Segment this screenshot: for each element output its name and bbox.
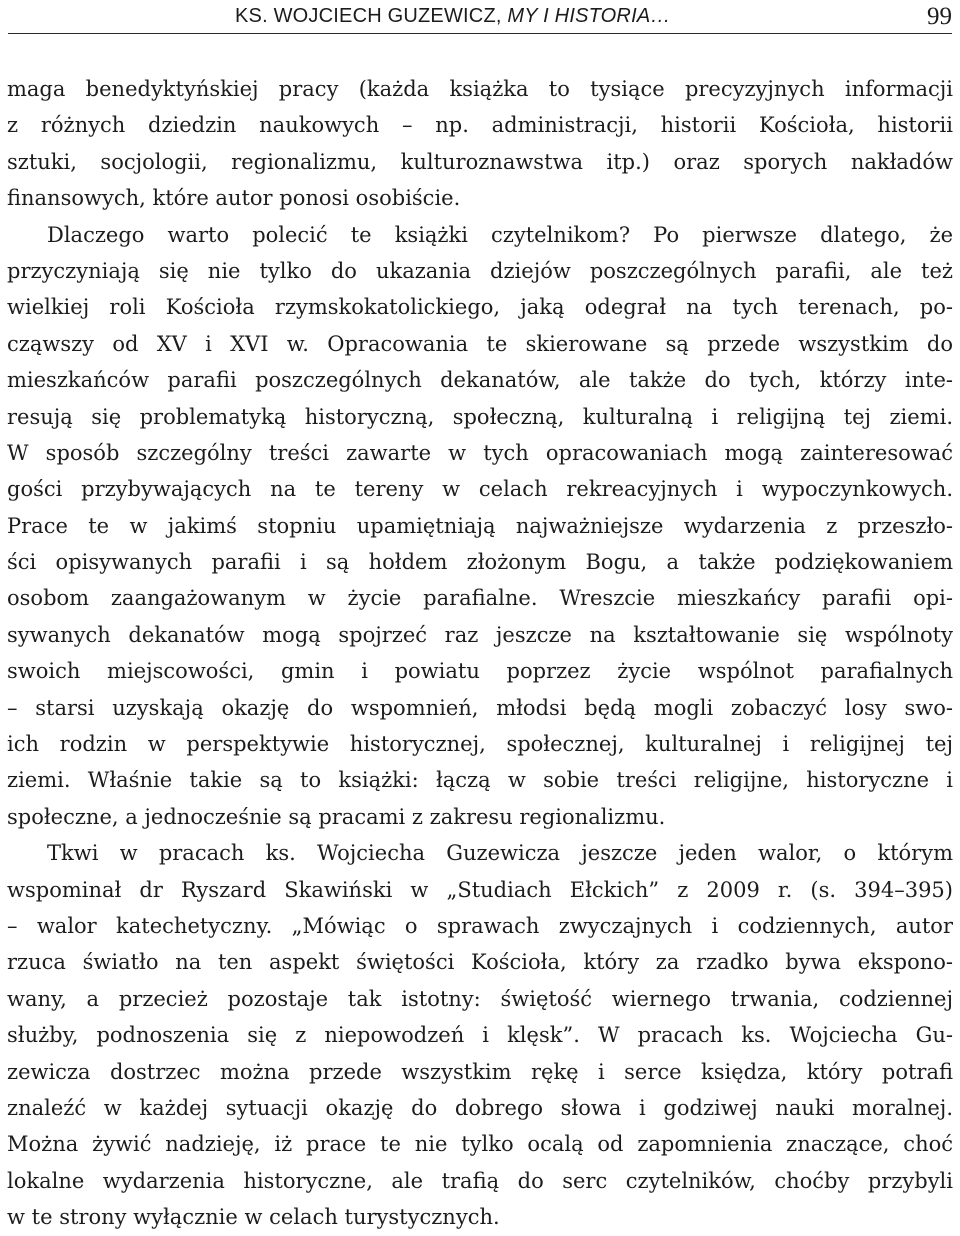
text-line: osobom zaangażowanym w życie parafialne. Wreszcie mieszkańcy parafii opi- (7, 586, 953, 611)
text-line: wielkiej roli Kościoła rzymskokatolickiego, jaką odegrał na tych terenach, po- (7, 295, 953, 320)
text-line: – walor katechetyczny. „Mówiąc o sprawach zwyczajnych i codziennych, autor (7, 913, 953, 938)
text-line: Tkwi w pracach ks. Wojciecha Guzewicza jeszcze jeden walor, o którym (47, 841, 953, 866)
text-line: zewicza dostrzec można przede wszystkim rękę i serce księdza, który potrafi (7, 1059, 953, 1084)
text-line: przyczyniają się nie tylko do ukazania dziejów poszczególnych parafii, ale też (7, 258, 953, 283)
text-line: W sposób szczególny treści zawarte w tych opracowaniach mogą zainteresować (7, 440, 953, 465)
text-line: maga benedyktyńskiej pracy (każda książka to tysiące precyzyjnych informacji (7, 77, 953, 101)
text-line: gości przybywających na te tereny w celach rekreacyjnych i wypoczynkowych. (7, 477, 953, 502)
page-number: 99 (927, 3, 952, 30)
text-line: resują się problematyką historyczną, społeczną, kulturalną i religijną tej ziemi. (7, 404, 953, 429)
text-line: ziemi. Właśnie takie są to książki: łączą w sobie treści religijne, historyczne i (7, 768, 953, 793)
body-text (7, 71, 953, 1236)
text-line: znaleźć w każdej sytuacji okazję do dobrego słowa i godziwej nauki moralnej. (7, 1095, 953, 1120)
text-line: Prace te w jakimś stopniu upamiętniają najważniejsze wydarzenia z przeszło- (7, 513, 953, 538)
text-line: lokalne wydarzenia historyczne, ale trafią do serc czytelników, choćby przybyli (7, 1168, 953, 1193)
text-line: rzuca światło na ten aspekt świętości Kościoła, który za rzadko bywa ekspono- (7, 950, 953, 975)
text-line: sywanych dekanatów mogą spojrzeć raz jeszcze na kształtowanie się wspólnoty (7, 622, 953, 647)
text-line: – starsi uzyskają okazję do wspomnień, młodsi będą mogli zobaczyć losy swo- (7, 695, 953, 720)
text-line: finansowych, które autor ponosi osobiście. (7, 186, 461, 211)
text-line: służby, podnoszenia się z niepowodzeń i klęsk”. W pracach ks. Wojciecha Gu- (7, 1023, 953, 1048)
text-line: ich rodzin w perspektywie historycznej, społecznej, kulturalnej i religijnej tej (7, 732, 953, 757)
text-line: wany, a przecież pozostaje tak istotny: świętość wiernego trwania, codziennej (7, 986, 953, 1011)
text-line: mieszkańców parafii poszczególnych dekanatów, ale także do tych, którzy inte- (7, 368, 953, 393)
text-line: społeczne, a jednocześnie są pracami z zakresu regionalizmu. (7, 804, 666, 829)
text-line: Dlaczego warto polecić te książki czytelnikom? Po pierwsze dlatego, że (47, 222, 953, 247)
text-line: z różnych dziedzin naukowych – np. administracji, historii Kościoła, historii (7, 113, 953, 138)
text-line: w te strony wyłącznie w celach turystycznych. (7, 1205, 500, 1230)
running-header (8, 4, 952, 34)
header-rule (8, 33, 952, 34)
running-title-author: KS. WOJCIECH GUZEWICZ, (235, 5, 508, 27)
text-line: swoich miejscowości, gmin i powiatu poprzez życie wspólnot parafialnych (7, 659, 953, 684)
text-line: wspominał dr Ryszard Skawiński w „Studiach Ełckich” z 2009 r. (s. 394–395) (7, 877, 953, 902)
text-line: ści opisywanych parafii i są hołdem złożonym Bogu, a także podziękowaniem (7, 550, 953, 575)
running-title-work: MY I HISTORIA… (507, 5, 671, 27)
text-line: cząwszy od XV i XVI w. Opracowania te skierowane są przede wszystkim do (7, 331, 953, 356)
text-line: sztuki, socjologii, regionalizmu, kulturoznawstwa itp.) oraz sporych nakładów (7, 149, 953, 174)
text-line: Można żywić nadzieję, iż prace te nie tylko ocalą od zapomnienia znaczące, choć (7, 1132, 953, 1157)
running-title (235, 4, 671, 28)
